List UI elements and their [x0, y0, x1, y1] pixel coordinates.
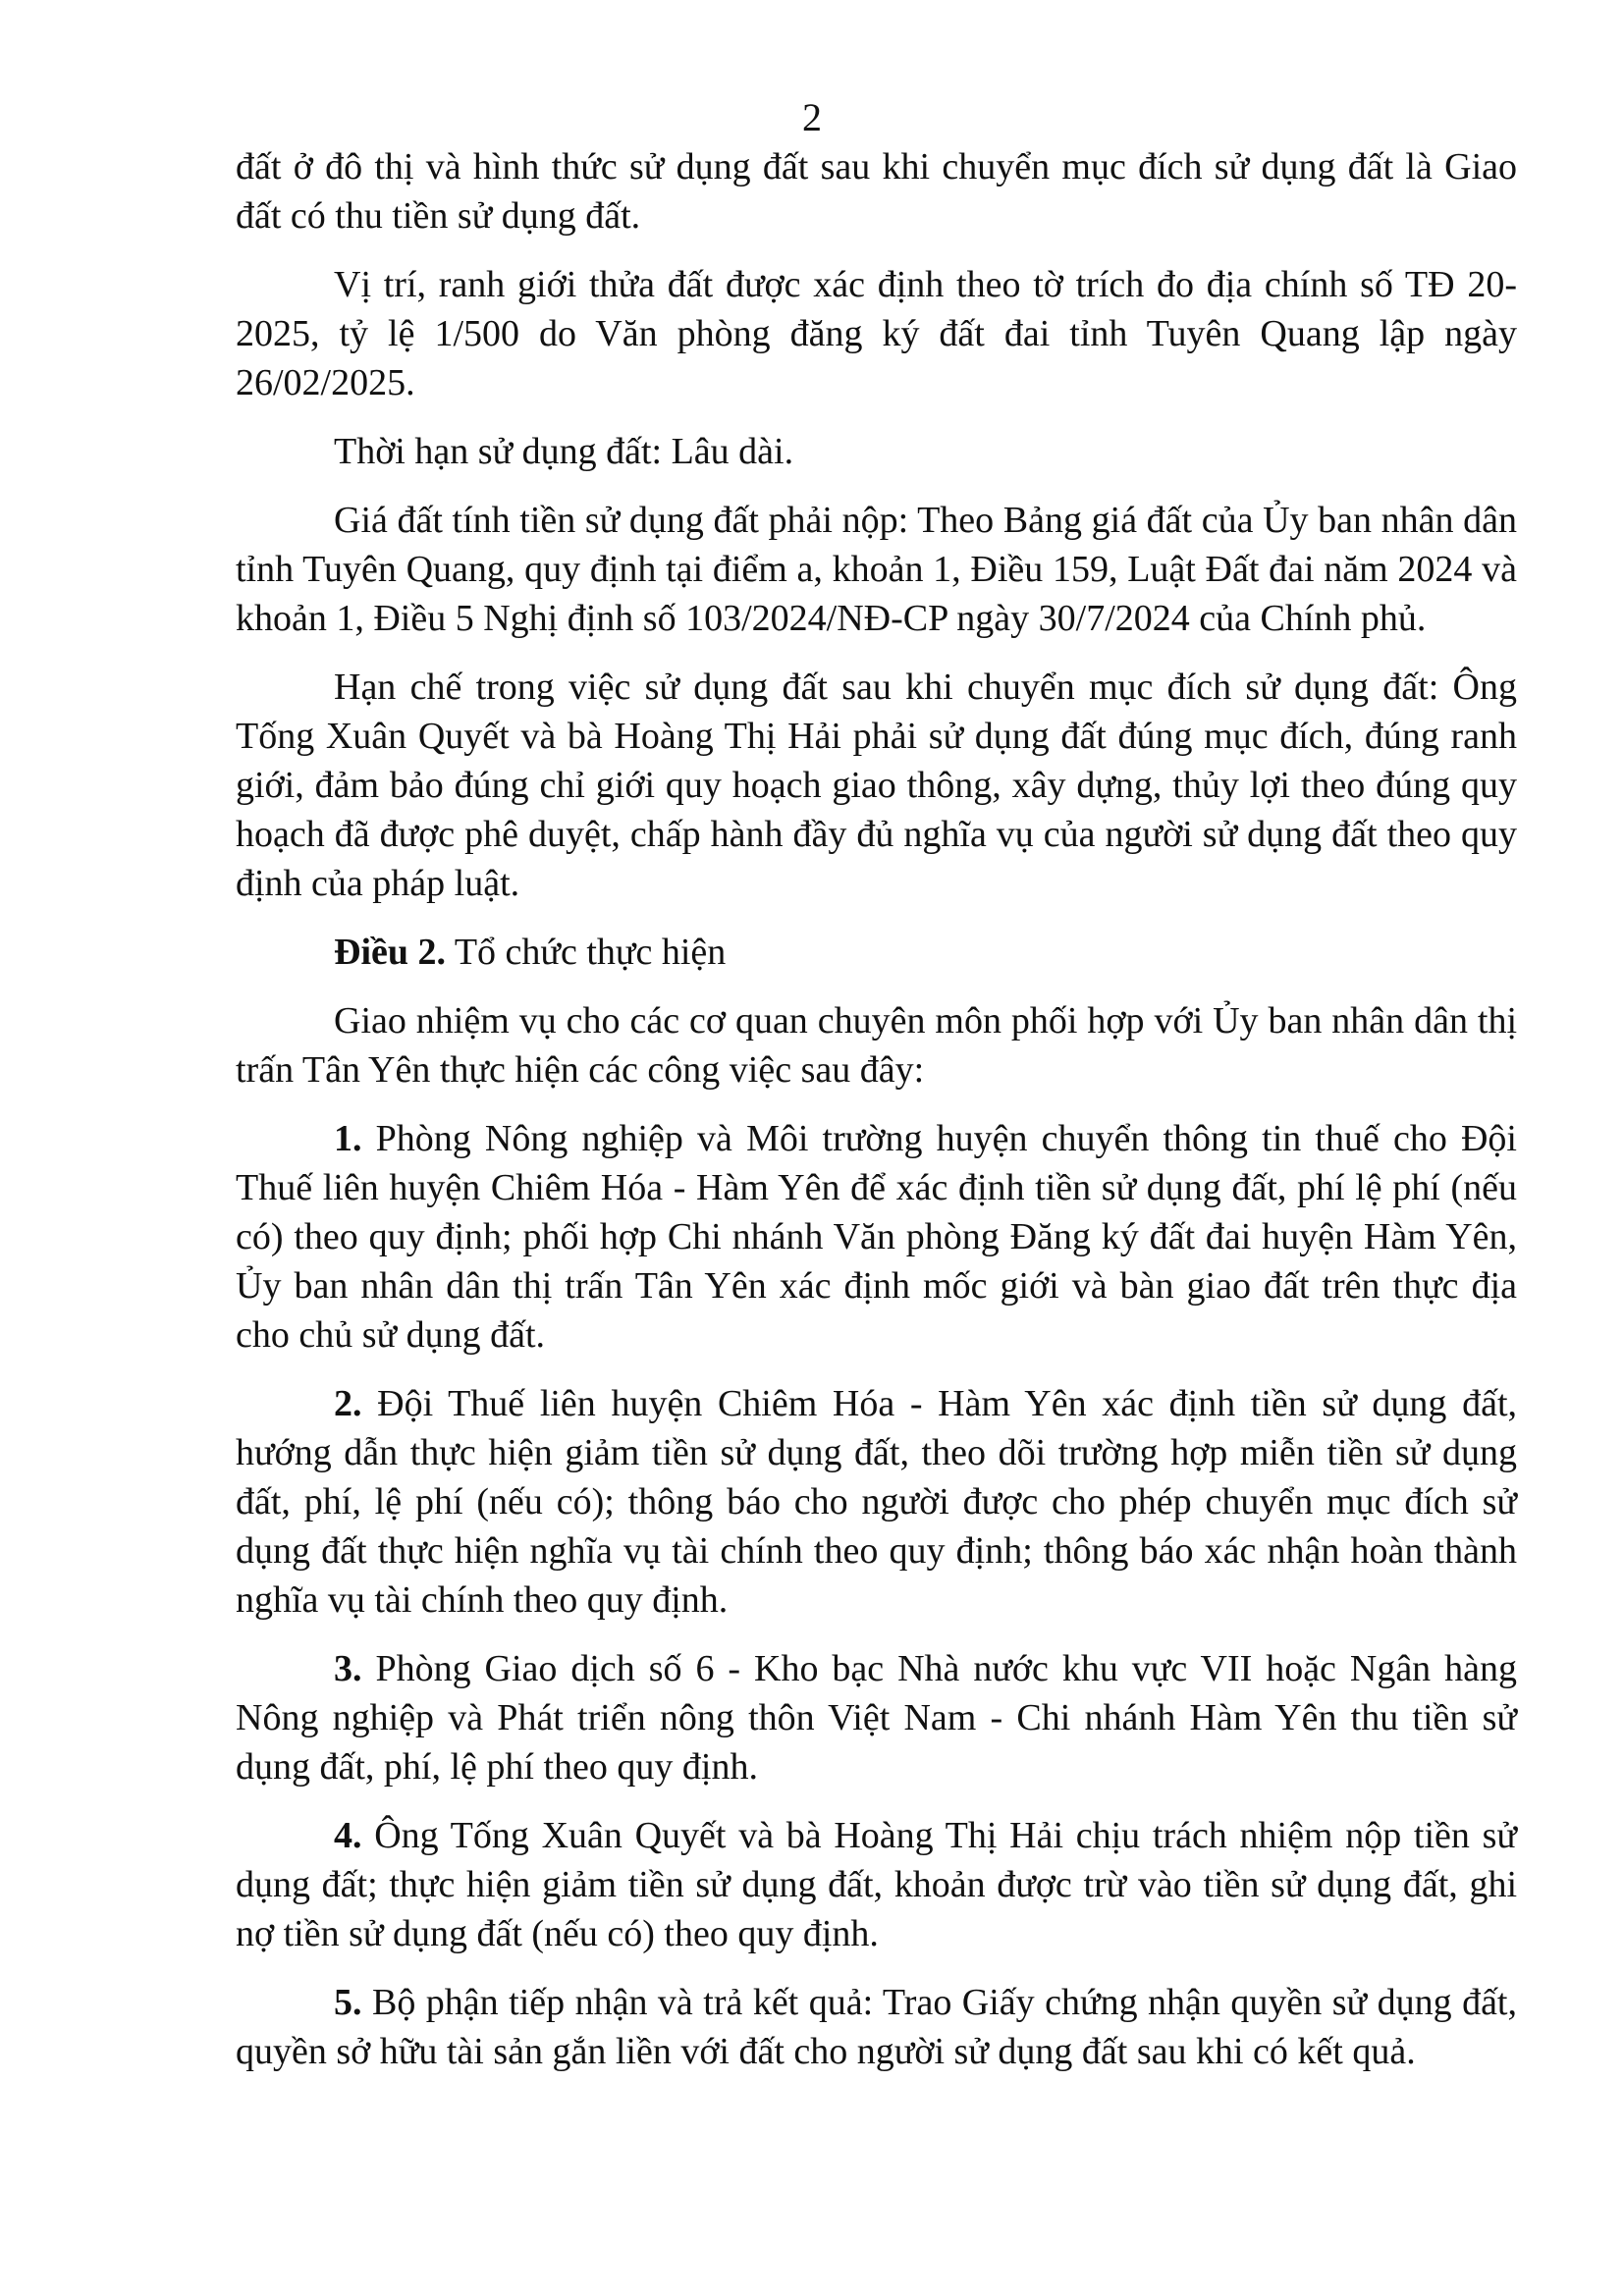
list-item-text: Phòng Giao dịch số 6 - Kho bạc Nhà nước khu vực VII hoặc Ngân hàng Nông nghiệp và Phát triển nông thôn Việt Nam - Chi nhánh Hàm Yên thu tiền sử dụng đất, phí, lệ phí theo quy định.	[236, 1648, 1517, 1788]
paragraph-land-price: Giá đất tính tiền sử dụng đất phải nộp: Theo Bảng giá đất của Ủy ban nhân dân tỉnh Tuyên Quang, quy định tại điểm a, khoản 1, Điều 159, Luật Đất đai năm 2024 và khoản 1, Điều 5 Nghị định số 103/2024/NĐ-CP ngày 30/7/2024 của Chính phủ.	[236, 500, 1517, 639]
document-body	[236, 142, 1517, 2096]
paragraph-land-use-term: Thời hạn sử dụng đất: Lâu dài.	[334, 431, 794, 472]
list-item-text: Phòng Nông nghiệp và Môi trường huyện chuyển thông tin thuế cho Đội Thuế liên huyện Chiêm Hóa - Hàm Yên để xác định tiền sử dụng đất, phí lệ phí (nếu có) theo quy định; phối hợp Chi nhánh Văn phòng Đăng ký đất đai huyện Hàm Yên, Ủy ban nhân dân thị trấn Tân Yên xác định mốc giới và bàn giao đất trên thực địa cho chủ sử dụng đất.	[236, 1118, 1517, 1356]
list-item	[236, 1978, 1517, 2076]
list-item	[236, 1811, 1517, 1958]
paragraph-location-boundary: Vị trí, ranh giới thửa đất được xác định theo tờ trích đo địa chính số TĐ 20-2025, tỷ lệ 1/500 do Văn phòng đăng ký đất đai tỉnh Tuyên Quang lập ngày 26/02/2025.	[236, 264, 1517, 403]
article-2-label: Điều 2.	[334, 932, 446, 973]
list-item-number: 1.	[334, 1118, 362, 1159]
article-2-title: Tổ chức thực hiện	[446, 932, 727, 973]
list-item-number: 2.	[334, 1383, 362, 1424]
list-item	[236, 1644, 1517, 1791]
paragraph-assignment: Giao nhiệm vụ cho các cơ quan chuyên môn phối hợp với Ủy ban nhân dân thị trấn Tân Yên thực hiện các công việc sau đây:	[236, 1000, 1517, 1091]
list-item	[236, 1114, 1517, 1360]
list-item-number: 5.	[334, 1982, 362, 2023]
list-item-text: Ông Tống Xuân Quyết và bà Hoàng Thị Hải chịu trách nhiệm nộp tiền sử dụng đất; thực hiện giảm tiền sử dụng đất, khoản được trừ vào tiền sử dụng đất, ghi nợ tiền sử dụng đất (nếu có) theo quy định.	[236, 1815, 1517, 1954]
list-item	[236, 1379, 1517, 1625]
list-item-number: 3.	[334, 1648, 362, 1689]
paragraph-restrictions: Hạn chế trong việc sử dụng đất sau khi chuyển mục đích sử dụng đất: Ông Tống Xuân Quyết và bà Hoàng Thị Hải phải sử dụng đất đúng mục đích, đúng ranh giới, đảm bảo đúng chỉ giới quy hoạch giao thông, xây dựng, thủy lợi theo đúng quy hoạch đã được phê duyệt, chấp hành đầy đủ nghĩa vụ của người sử dụng đất theo quy định của pháp luật.	[236, 667, 1517, 904]
list-item-text: Bộ phận tiếp nhận và trả kết quả: Trao Giấy chứng nhận quyền sử dụng đất, quyền sở hữu tài sản gắn liền với đất cho người sử dụng đất sau khi có kết quả.	[236, 1982, 1517, 2072]
list-item-number: 4.	[334, 1815, 362, 1856]
list-item-text: Đội Thuế liên huyện Chiêm Hóa - Hàm Yên xác định tiền sử dụng đất, hướng dẫn thực hiện giảm tiền sử dụng đất, theo dõi trường hợp miễn tiền sử dụng đất, phí, lệ phí (nếu có); thông báo cho người được cho phép chuyển mục đích sử dụng đất thực hiện nghĩa vụ tài chính theo quy định; thông báo xác nhận hoàn thành nghĩa vụ tài chính theo quy định.	[236, 1383, 1517, 1621]
page-number: 2	[802, 95, 822, 139]
paragraph-land-use-form: đất ở đô thị và hình thức sử dụng đất sau khi chuyển mục đích sử dụng đất là Giao đất có thu tiền sử dụng đất.	[236, 146, 1517, 237]
article-2-heading	[236, 928, 1517, 977]
